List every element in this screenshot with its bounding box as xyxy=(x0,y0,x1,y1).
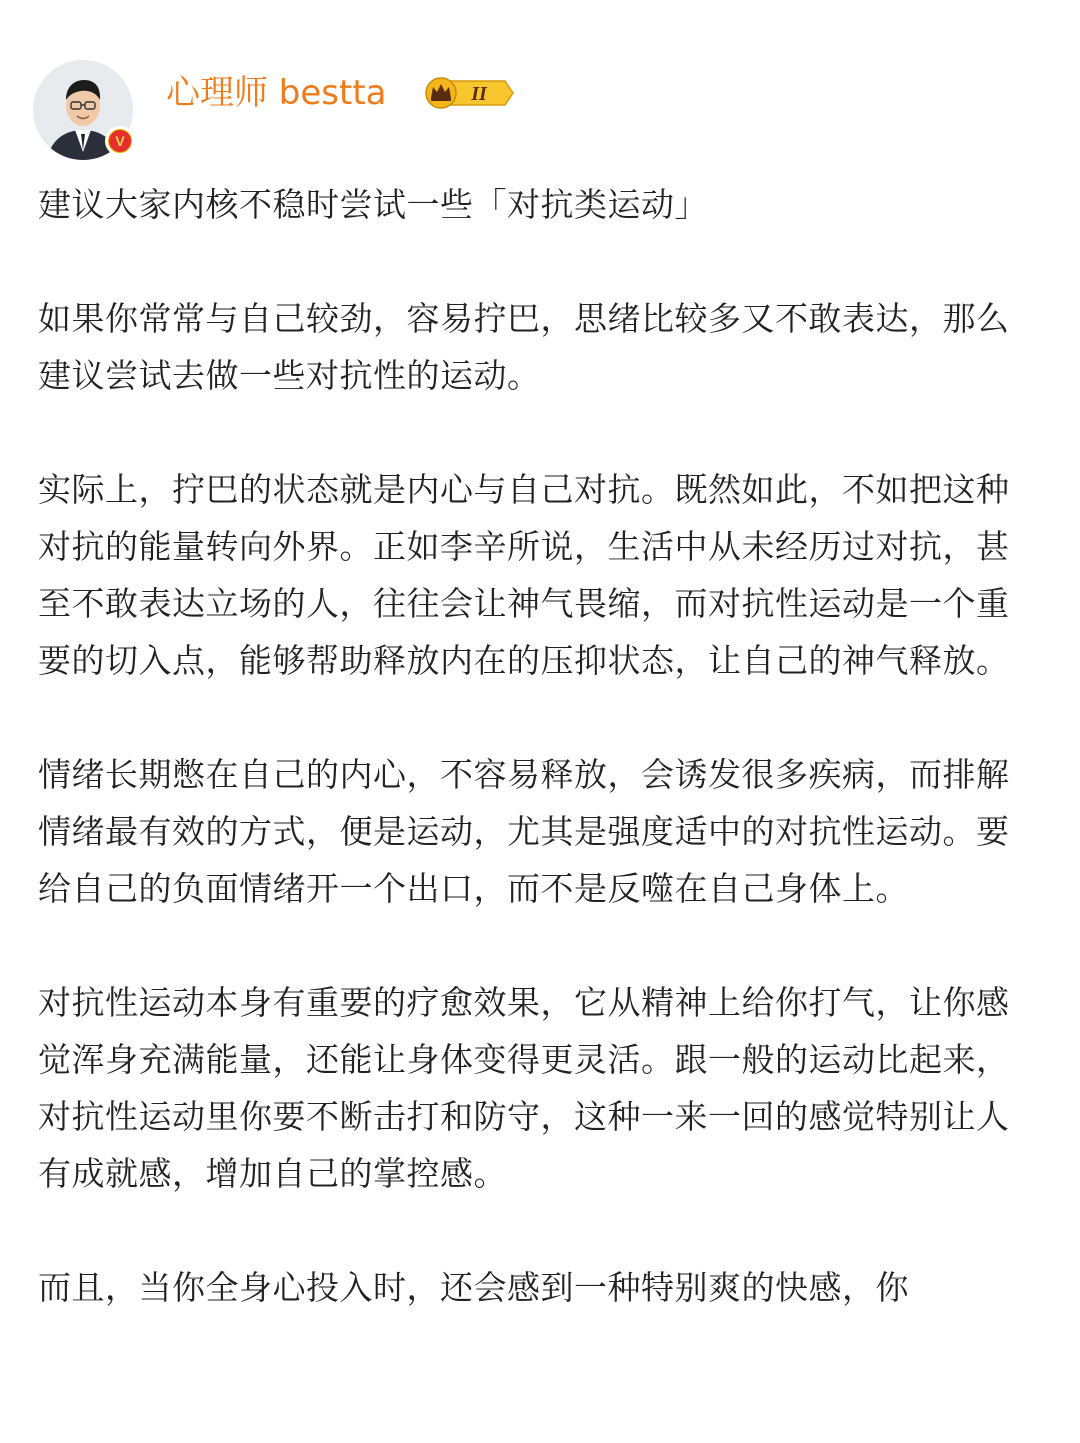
post-paragraph: 建议大家内核不稳时尝试一些「对抗类运动」 xyxy=(38,185,708,224)
post-paragraph: 实际上，拧巴的状态就是内心与自己对抗。既然如此，不如把这种对抗的能量转向外界。正如李辛所说，生活中从未经历过对抗，甚至不敢表达立场的人，往往会让神气畏缩，而对抗性运动是一个重要的切入点，能够帮助释放内在的压抑状态，让自己的神气释放。 xyxy=(38,470,1010,680)
level-badge-text: II xyxy=(471,83,487,105)
verified-letter: V xyxy=(109,130,131,152)
crown-level-badge-icon[interactable] xyxy=(423,76,515,110)
post-body xyxy=(38,176,1038,1316)
author-name[interactable]: 心理师 bestta xyxy=(166,73,387,113)
verified-v-icon xyxy=(105,126,135,156)
post-paragraph: 对抗性运动本身有重要的疗愈效果，它从精神上给你打气，让你感觉浑身充满能量，还能让身体变得更灵活。跟一般的运动比起来，对抗性运动里你要不断击打和防守，这种一来一回的感觉特别让人有成就感，增加自己的掌控感。 xyxy=(38,983,1010,1193)
post-paragraph: 而且，当你全身心投入时，还会感到一种特别爽的快感，你 xyxy=(38,1268,909,1307)
post-paragraph: 情绪长期憋在自己的内心，不容易释放，会诱发很多疾病，而排解情绪最有效的方式，便是运动，尤其是强度适中的对抗性运动。要给自己的负面情绪开一个出口，而不是反噬在自己身体上。 xyxy=(38,755,1010,908)
post-header xyxy=(33,60,1033,160)
post-paragraph: 如果你常常与自己较劲，容易拧巴，思绪比较多又不敢表达，那么建议尝试去做一些对抗性的运动。 xyxy=(38,299,1010,395)
